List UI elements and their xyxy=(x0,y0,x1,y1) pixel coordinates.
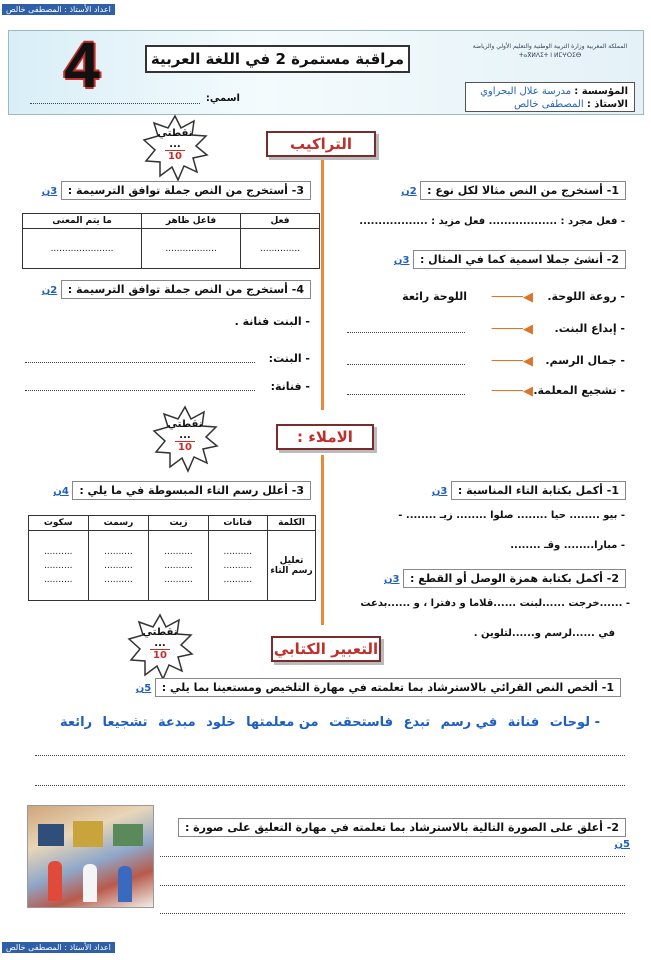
taabir-q2 xyxy=(170,818,630,850)
word-bank-item: تشجيعا xyxy=(102,715,148,730)
top-author-tag: اعداد الأستاذ : المصطفى خالص xyxy=(2,4,115,15)
q3i-header-2: زيت xyxy=(149,516,208,531)
school-label: المؤسسة : xyxy=(574,86,628,97)
column-divider-2 xyxy=(321,455,324,625)
imlaa-q3-text: 3- أعلل رسم التاء المبسوطة في ما يلي : xyxy=(72,481,311,500)
painting-shape xyxy=(38,824,64,846)
q2-row-2-label: - إبداع البنت. xyxy=(554,322,625,335)
score-total: 10 xyxy=(175,441,195,453)
teacher-label: الاستاذ : xyxy=(586,99,628,110)
name-line[interactable] xyxy=(30,103,200,104)
word-bank-item: فنانة xyxy=(507,715,540,730)
q2-row-2-line[interactable] xyxy=(347,332,465,333)
word-bank-item: من معلمتها xyxy=(246,715,319,730)
q3i-cell-3[interactable]: .......... .......... .......... xyxy=(88,531,149,601)
tarakib-q3-text: 3- أستخرج من النص جملة توافق الترسيمة : xyxy=(61,181,311,200)
taabir-q1-text: 1- ألخص النص القرائي بالاسترشاد بما تعلمته في مهارة التلخيص ومستعينا بما يلي : xyxy=(155,678,621,697)
grade-number: 4 xyxy=(64,29,100,101)
word-bank-item: فاستحقت xyxy=(329,715,394,730)
taabir-q1 xyxy=(40,678,625,697)
word-bank-item: - لوحات xyxy=(549,715,600,730)
classroom-art-photo xyxy=(27,805,154,908)
q3-cell-subject[interactable]: .................. xyxy=(142,229,241,269)
column-divider-1 xyxy=(321,160,324,410)
imlaa-q1-points: 3ن xyxy=(431,486,448,497)
word-bank-item: تبدع xyxy=(403,715,431,730)
word-bank-item: مبدعة xyxy=(158,715,196,730)
teacher-value: المصطفى خالص xyxy=(514,99,584,110)
taabir-q2-line-1[interactable] xyxy=(160,856,625,857)
name-field[interactable] xyxy=(30,93,240,107)
score-badge-taabir xyxy=(125,613,195,683)
tarakib-q1-text: 1- أستخرج من النص مثالا لكل نوع : xyxy=(420,181,626,200)
tarakib-q3-table xyxy=(22,213,320,269)
imlaa-q2-text: 2- أكمل بكتابة همزة الوصل أو القطع : xyxy=(403,569,626,588)
tarakib-q2 xyxy=(345,250,630,269)
imlaa-q2 xyxy=(345,569,630,588)
arrow-left-icon: ◀──── xyxy=(491,354,533,369)
section-imlaa: الاملاء : xyxy=(276,424,374,450)
bottom-author-tag: اعداد الأستاذ : المصطفى خالص xyxy=(2,942,115,953)
q2-example-answer: اللوحة رائعة xyxy=(402,290,467,303)
tarakib-q4 xyxy=(25,280,315,299)
q3i-header-3: رسمت xyxy=(88,516,149,531)
q3-header-subject: فاعل ظاهر xyxy=(142,214,241,229)
taabir-q2-line-3[interactable] xyxy=(160,913,625,914)
q3i-header-word: الكلمة xyxy=(268,516,316,531)
child-figure xyxy=(83,864,97,902)
imlaa-q1-text: 1- أكمل بكتابة التاء المناسبة : xyxy=(451,481,626,500)
painting-shape xyxy=(73,821,103,847)
q4-row-2[interactable] xyxy=(25,352,310,365)
child-figure xyxy=(48,861,62,901)
q1-mazid-label: فعل مزيد : xyxy=(431,216,486,227)
imlaa-q2-row-2[interactable]: في ......لرسم و......لتلوين . xyxy=(473,628,615,639)
imlaa-q1-row-2[interactable]: - مبارا........ وقـ ........ xyxy=(510,540,625,551)
section-tarakib: التراكيب xyxy=(266,131,376,157)
q2-row-4-label: - تشجيع المعلمة. xyxy=(533,384,625,397)
q4-row-3[interactable] xyxy=(25,380,310,393)
tarakib-q3-points: 3ن xyxy=(41,186,58,197)
ministry-text: المملكة المغربية وزارة التربية الوطنية والتعليم الأولي والرياضة xyxy=(472,43,628,50)
school-info-box xyxy=(465,82,635,112)
tarakib-q4-text: 4- أستخرج من النص جملة توافق الترسيمة : xyxy=(61,280,311,299)
taabir-q1-line-1[interactable] xyxy=(35,755,625,756)
score-dots: ... xyxy=(154,638,166,649)
score-dots: ... xyxy=(169,139,181,150)
word-bank-item: رائعة xyxy=(60,715,93,730)
q2-row-1-label: - روعة اللوحة. xyxy=(547,290,625,303)
tarakib-q1-answer[interactable]: - فعل مجرد : .................. فعل مزيد : .................. xyxy=(359,216,625,227)
page-title: مراقبة مستمرة 2 في اللغة العربية xyxy=(145,45,410,73)
imlaa-q2-points: 3ن xyxy=(384,574,400,585)
q3i-header-1: فنانات xyxy=(208,516,267,531)
tarakib-q1-points: 2ن xyxy=(401,186,417,197)
taabir-q1-word-bank xyxy=(60,715,600,730)
q2-row-3-line[interactable] xyxy=(347,364,465,365)
q3-header-complement: ما يتم المعنى xyxy=(23,214,142,229)
q4-row-2-line[interactable] xyxy=(25,362,255,363)
arrow-left-icon: ◀──── xyxy=(491,384,533,399)
q2-row-3-label: - جمال الرسم. xyxy=(545,354,625,367)
q3-cell-verb[interactable]: .............. xyxy=(241,229,320,269)
q3-cell-complement[interactable]: ...................... xyxy=(23,229,142,269)
q3i-header-4: سكوت xyxy=(29,516,89,531)
score-total: 10 xyxy=(165,150,185,162)
section-taabir: التعبير الكتابي xyxy=(271,636,381,662)
q1-mujarrad-label: - فعل مجرد : xyxy=(560,216,625,227)
score-dots: ... xyxy=(179,430,191,441)
q3i-row-label: تعليل رسم التاء xyxy=(268,531,316,601)
q4-row-3-label: - فنانة: xyxy=(270,380,310,393)
q2-row-4-line[interactable] xyxy=(347,394,465,395)
tarakib-q4-points: 2ن xyxy=(41,285,58,296)
tarakib-q2-text: 2- أنشئ جملا اسمية كما في المثال : xyxy=(413,250,626,269)
ministry-logo xyxy=(465,42,635,72)
name-label: اسمي: xyxy=(205,93,240,104)
score-badge-tarakib xyxy=(140,114,210,184)
q3i-cell-4[interactable]: .......... .......... .......... xyxy=(29,531,89,601)
q3i-cell-2[interactable]: .......... .......... .......... xyxy=(149,531,208,601)
imlaa-q1 xyxy=(345,481,630,500)
taabir-q1-points: 5ن xyxy=(135,683,152,694)
tarakib-q3 xyxy=(25,181,315,200)
score-total: 10 xyxy=(150,649,170,661)
score-label: نقطتي xyxy=(157,128,193,139)
q3-header-verb: فعل xyxy=(241,214,320,229)
q3i-cell-1[interactable]: .......... .......... .......... xyxy=(208,531,267,601)
taabir-q2-line-2[interactable] xyxy=(160,885,625,886)
imlaa-q3-table xyxy=(28,515,316,601)
school-value: مدرسة علال البحراوي xyxy=(480,86,572,97)
taabir-q2-points: 5ن xyxy=(614,839,630,850)
taabir-q1-line-2[interactable] xyxy=(35,785,625,786)
taabir-q2-text: 2- أعلق على الصورة التالية بالاسترشاد بما تعلمته في مهارة التعليق على صورة : xyxy=(178,818,626,837)
child-figure xyxy=(118,866,132,902)
arrow-left-icon: ◀──── xyxy=(491,290,533,305)
score-label: نقطتي xyxy=(167,419,203,430)
imlaa-q3-points: 4ن xyxy=(53,486,69,497)
tarakib-q2-points: 3ن xyxy=(393,255,410,266)
q4-row-2-label: - البنت: xyxy=(268,352,310,365)
word-bank-item: في رسم xyxy=(440,715,498,730)
score-badge-imlaa xyxy=(150,405,220,475)
q4-row-3-line[interactable] xyxy=(25,390,255,391)
arrow-left-icon: ◀──── xyxy=(491,322,533,337)
imlaa-q2-row-1[interactable]: - ......خرجت ......لبنت ......قلاما و دفترا ، و ......بدعت xyxy=(360,598,630,609)
imlaa-q3 xyxy=(25,481,315,500)
imlaa-q1-row-1[interactable]: - بيو ........ حيا ........ صلوا ........ زيـ ........ - xyxy=(398,510,625,521)
ministry-tifinagh: ⵜⴰⴳⵍⴷⵉⵜ ⵏ ⵍⵎⵖⵔⵉⴱ xyxy=(518,52,582,59)
tarakib-q1 xyxy=(345,181,630,200)
word-bank-item: خلود xyxy=(206,715,236,730)
score-label: نقطتي xyxy=(142,627,178,638)
painting-shape xyxy=(113,824,143,846)
q4-row-1: - البنت فنانة . xyxy=(234,315,310,328)
